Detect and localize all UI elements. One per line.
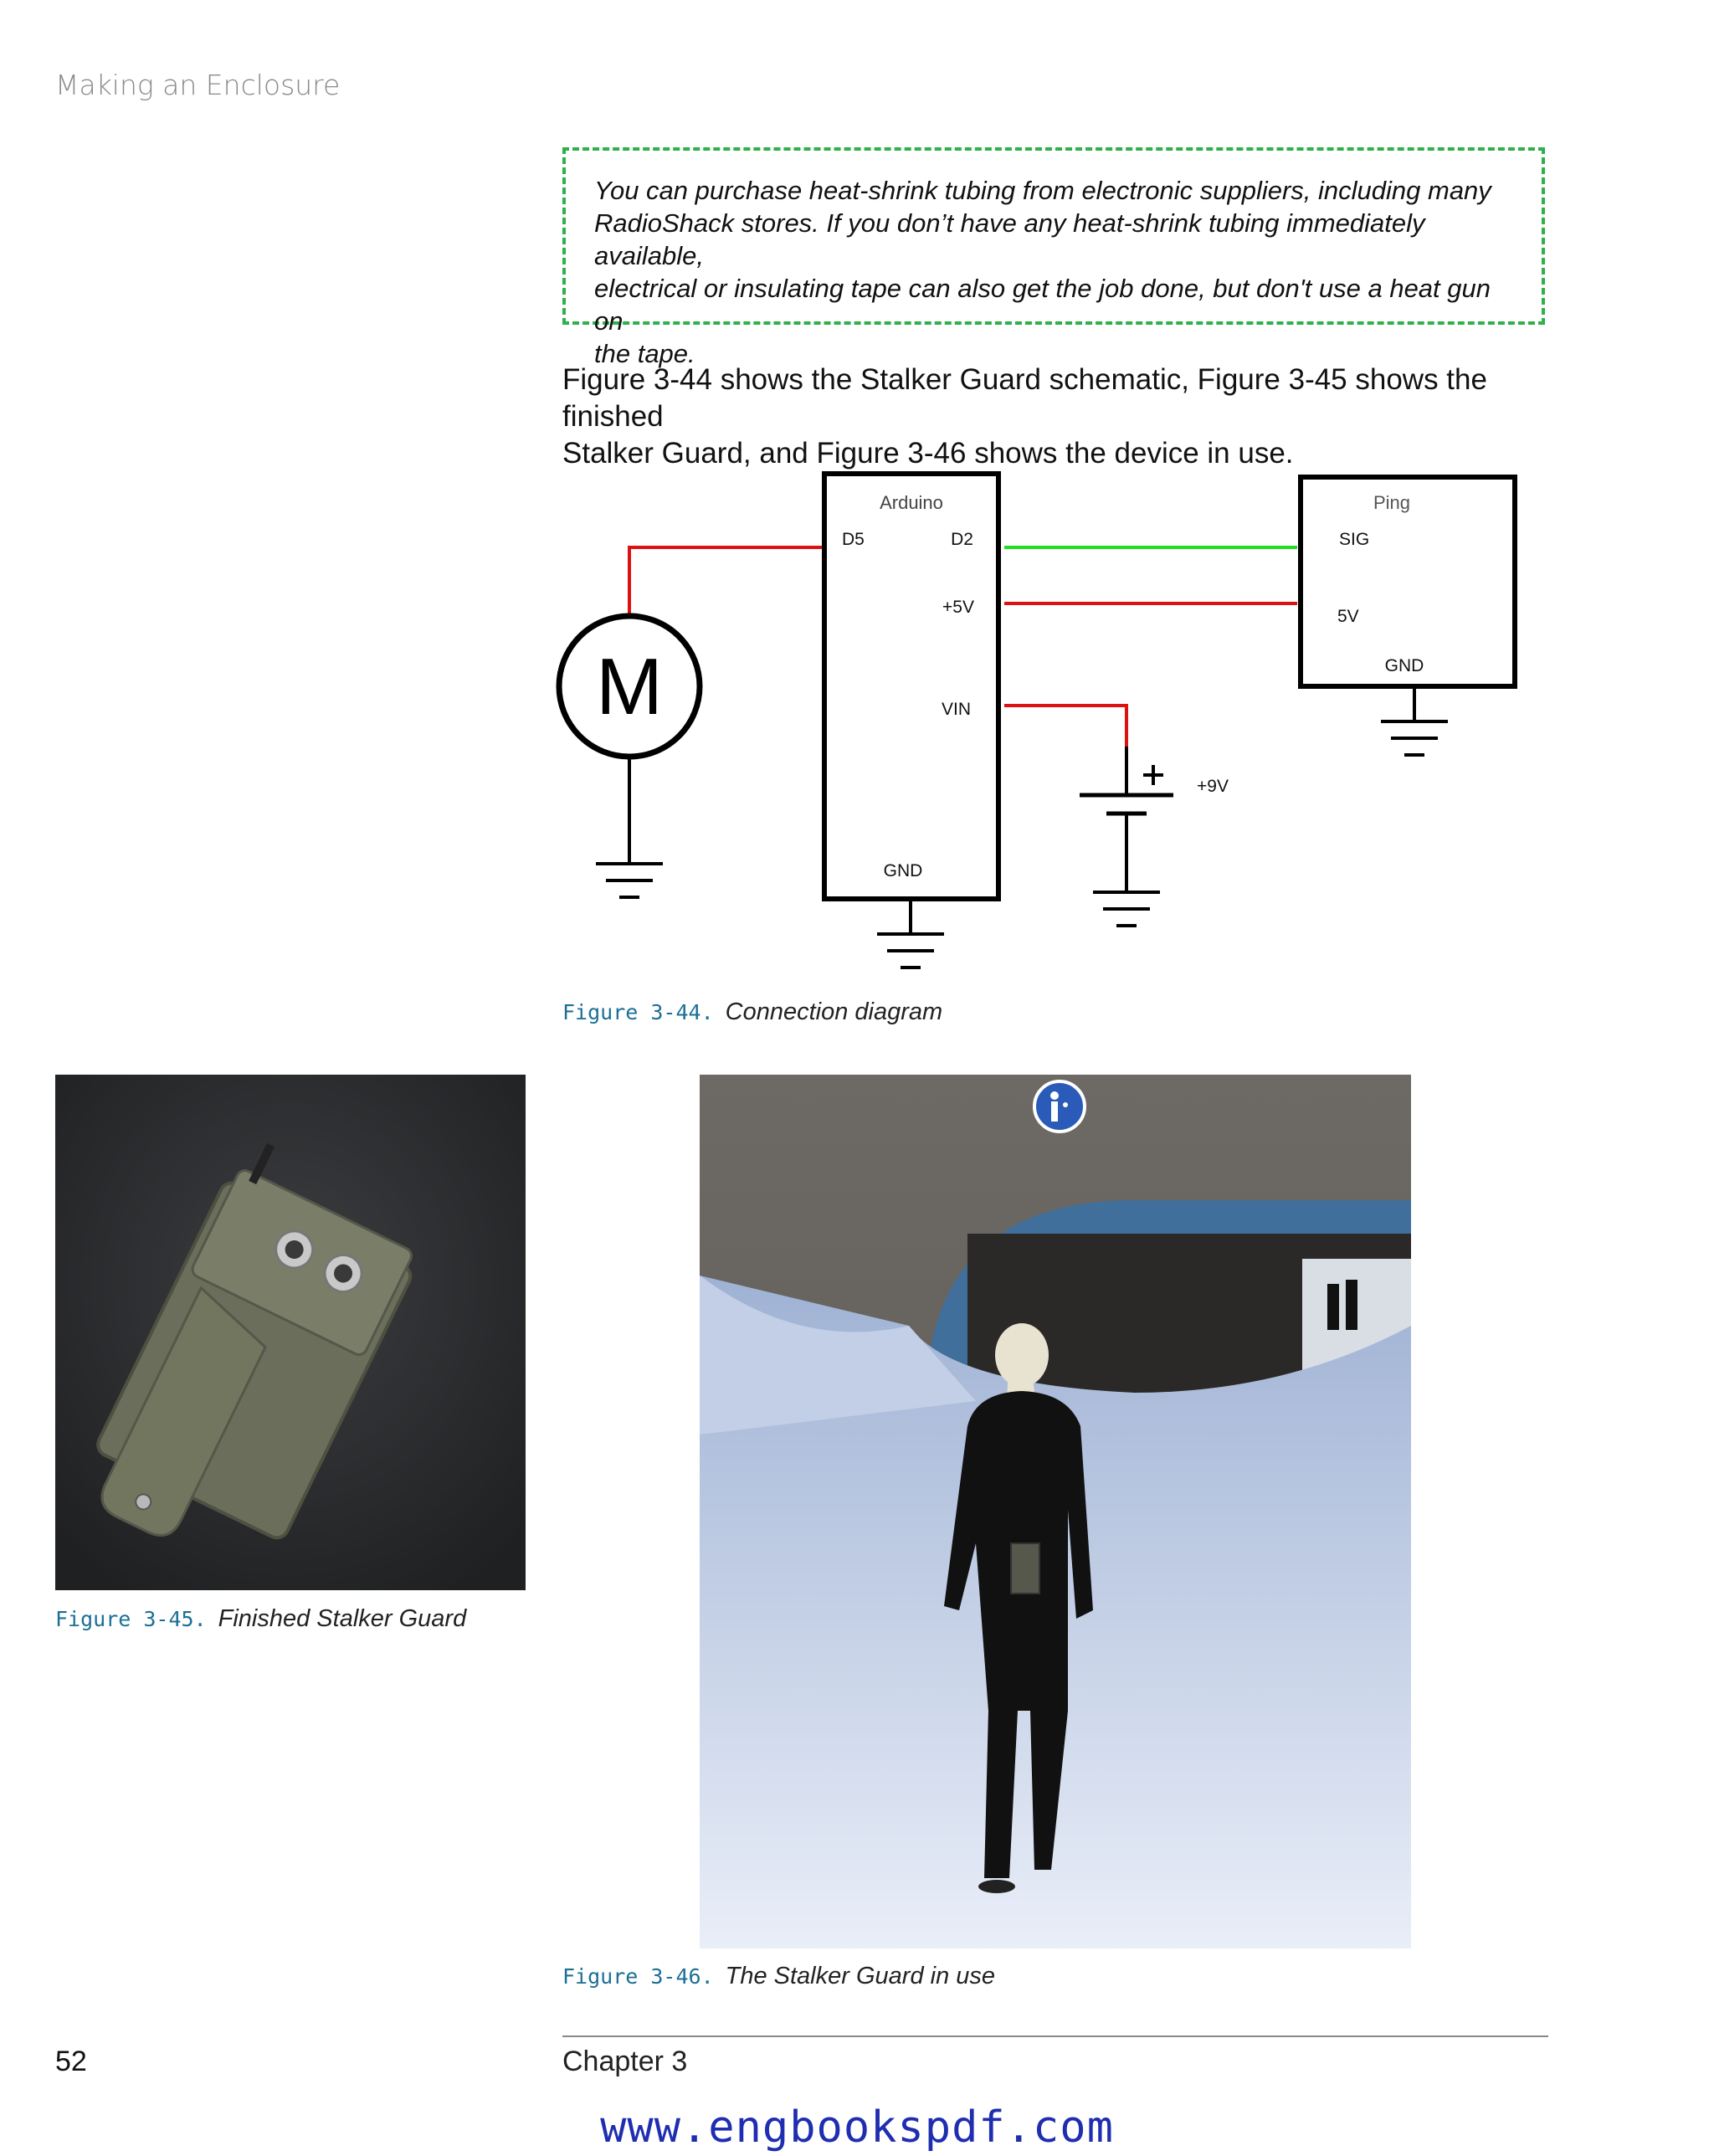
- watermark-link[interactable]: www.engbookspdf.com: [600, 2102, 1114, 2153]
- note-line: RadioShack stores. If you don’t have any heat-shrink tubing immediately available,: [594, 208, 1425, 270]
- chapter-label: Chapter 3: [562, 2046, 688, 2077]
- connection-schematic: [552, 452, 1557, 988]
- motor-letter: M: [596, 642, 663, 732]
- pin-5v: +5V: [942, 598, 974, 617]
- pin-d2: D2: [951, 530, 973, 549]
- wire-vin-battery: [1004, 706, 1126, 747]
- figure-number: Figure 3-45.: [55, 1607, 207, 1631]
- page-number: 52: [55, 2046, 87, 2077]
- enclosure-illustration: [55, 1075, 526, 1590]
- wire-d5-motor: [629, 547, 829, 615]
- figure-title: Connection diagram: [725, 998, 943, 1025]
- tunnel-scene-illustration: [700, 1075, 1411, 1948]
- arduino-label: Arduino: [880, 492, 943, 513]
- footer-divider: [562, 2035, 1548, 2037]
- figure-number: Figure 3-46.: [562, 1964, 714, 1989]
- ping-label: Ping: [1373, 492, 1411, 513]
- note-box: [562, 147, 1545, 368]
- figure-caption: [55, 1605, 466, 1633]
- pin-ping-5v: 5V: [1337, 607, 1359, 626]
- intro-line: Stalker Guard, and Figure 3-46 shows the device in use.: [562, 437, 1294, 470]
- photo-finished-stalker-guard: [55, 1075, 526, 1590]
- note-line: electrical or insulating tape can also get the job done, but don't use a heat gun on: [594, 274, 1491, 336]
- figure-caption: [562, 998, 942, 1026]
- figure-number: Figure 3-44.: [562, 1000, 714, 1024]
- pin-ping-gnd: GND: [1384, 656, 1424, 675]
- battery-label: +9V: [1197, 777, 1229, 796]
- figure-title: Finished Stalker Guard: [218, 1605, 467, 1632]
- note-line: the tape.: [594, 339, 695, 368]
- figure-title: The Stalker Guard in use: [725, 1963, 996, 1989]
- pin-arduino-gnd: GND: [883, 861, 923, 880]
- intro-line: Figure 3-44 shows the Stalker Guard schematic, Figure 3-45 shows the finished: [562, 363, 1487, 433]
- photo-stalker-guard-in-use: [700, 1075, 1411, 1948]
- note-text: [594, 174, 1513, 370]
- note-line: You can purchase heat-shrink tubing from electronic suppliers, including many: [594, 176, 1491, 205]
- pin-sig: SIG: [1339, 530, 1370, 549]
- figure-caption: [562, 1963, 995, 1990]
- pin-vin: VIN: [941, 700, 971, 719]
- running-header: Making an Enclosure: [55, 69, 341, 101]
- pin-d5: D5: [842, 530, 865, 549]
